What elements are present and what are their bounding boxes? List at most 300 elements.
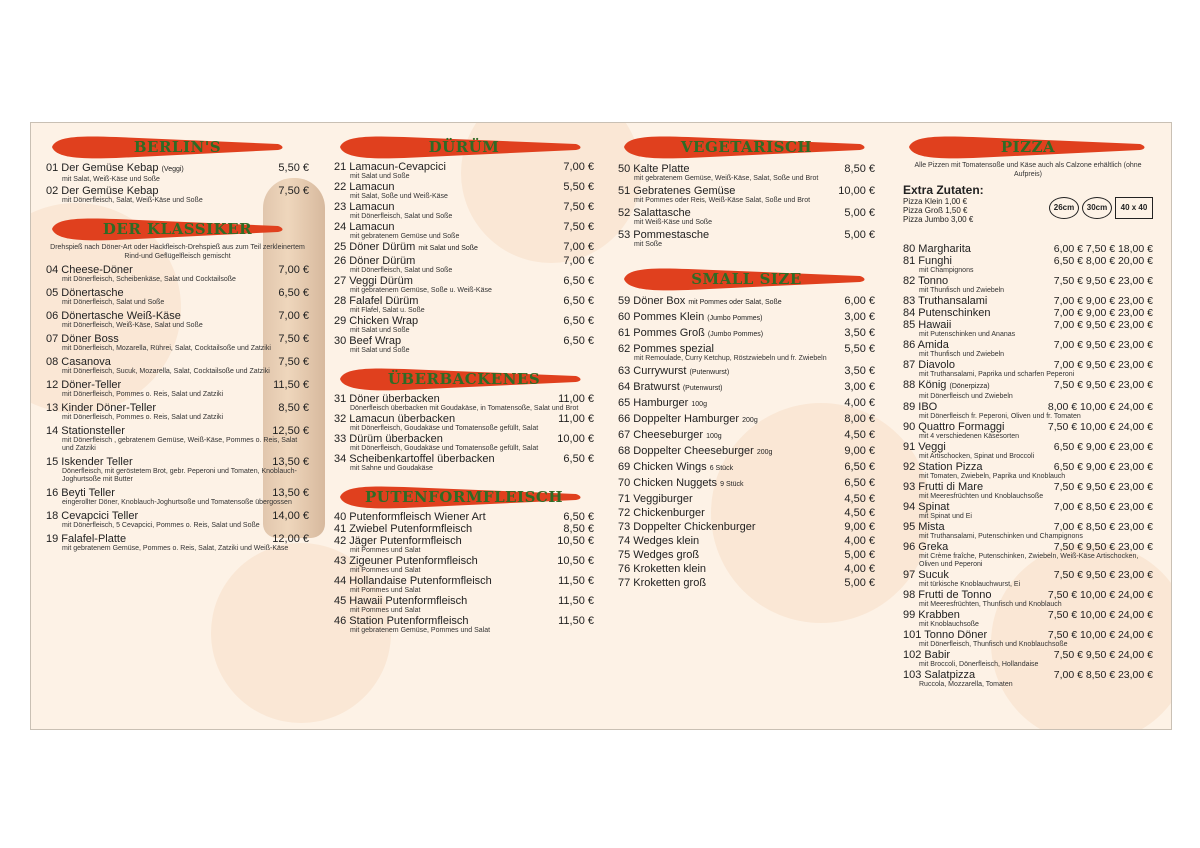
extras-block <box>903 183 1153 243</box>
size-badge: 30cm <box>1082 197 1112 219</box>
item-name: 04 Cheese-Döner <box>46 264 133 276</box>
item-description: Ruccola, Mozzarella, Tomaten <box>919 681 1013 688</box>
item-tag: 100g <box>706 433 722 440</box>
item-name: 103 Salatpizza <box>903 669 976 681</box>
item-tag: 100g <box>691 401 707 408</box>
section-banner <box>46 133 309 161</box>
item-price: 7,00 € 9,50 € 23,00 € <box>1053 339 1153 351</box>
menu-item <box>46 487 309 507</box>
menu-item <box>903 541 1153 569</box>
menu-item <box>334 511 594 523</box>
item-name: 15 Iskender Teller <box>46 456 133 468</box>
item-price: 7,50 € <box>278 356 309 368</box>
item-name: 84 Putenschinken <box>903 307 991 319</box>
item-description: mit gebratenem Gemüse und Soße <box>350 233 460 240</box>
menu-item <box>334 181 594 201</box>
item-description: mit Dönerfleisch, Goudakäse und Tomatensoße gefüllt, Salat <box>350 445 539 452</box>
menu-item <box>903 569 1153 589</box>
item-price: 6,50 € <box>844 477 875 489</box>
item-price: 7,50 € 9,50 € 23,00 € <box>1053 541 1153 553</box>
item-description: mit Dönerfleisch, Sucuk, Mozarella, Salat, Cocktailsoße und Zatziki <box>62 368 270 375</box>
item-price: 6,50 € <box>563 511 594 523</box>
menu-item <box>618 295 875 309</box>
menu-item <box>46 533 309 553</box>
item-tag: 200g <box>742 417 758 424</box>
item-price: 7,00 € <box>278 264 309 276</box>
item-price: 10,50 € <box>557 555 594 567</box>
item-description: mit Thunfisch und Zwiebeln <box>919 287 1005 294</box>
section-subtitle: Drehspieß nach Döner-Art oder Hackfleisch-Drehspieß aus zum Teil zerkleinertem Rind-und Geflügelfleisch gemischt <box>50 244 305 260</box>
item-price: 5,00 € <box>844 229 875 241</box>
item-description: mit Knoblauchsoße <box>919 621 979 628</box>
menu-item <box>46 456 309 484</box>
item-price: 8,00 € 10,00 € 24,00 € <box>1047 401 1153 413</box>
item-name: 24 Lamacun <box>334 221 395 233</box>
menu-item <box>903 421 1153 441</box>
item-description: mit Dönerfleisch, Pommes o. Reis, Salat und Zatziki <box>62 391 224 398</box>
item-price: 7,00 € 8,50 € 23,00 € <box>1053 521 1153 533</box>
item-name: 27 Veggi Dürüm <box>334 275 413 287</box>
section-banner <box>334 133 594 161</box>
item-description: mit Broccoli, Dönerfleisch, Hollandaise <box>919 661 1039 668</box>
item-price: 4,50 € <box>844 429 875 441</box>
item-price: 14,00 € <box>272 510 309 522</box>
item-description: mit Pommes oder Reis, Weiß-Käse Salat, Soße und Brot <box>634 197 811 204</box>
item-price: 6,00 € 7,50 € 18,00 € <box>1053 243 1153 255</box>
item-description: mit Crème fraîche, Putenschinken, Zwiebeln, Weiß-Käse Artischocken, Oliven und Peperoni <box>919 553 1139 568</box>
item-description: mit Dönerfleisch, Salat und Soße <box>350 267 453 274</box>
menu-item <box>903 521 1153 541</box>
item-price: 11,00 € <box>558 393 594 405</box>
item-name: 43 Zigeuner Putenformfleisch <box>334 555 478 567</box>
item-description: mit Flafel, Salat u. Soße <box>350 307 425 314</box>
menu-item <box>46 333 309 353</box>
item-tag: (Putenwurst) <box>682 385 723 392</box>
item-price: 7,00 € 9,50 € 23,00 € <box>1053 319 1153 331</box>
item-description: mit Truthansalami, Putenschinken und Champignons <box>919 533 1083 540</box>
menu-item <box>618 343 875 363</box>
item-description: mit Meeresfrüchten und Knoblauchsoße <box>919 493 1044 500</box>
menu-item <box>334 413 594 433</box>
menu-item <box>334 201 594 221</box>
item-price: 5,00 € <box>844 577 875 589</box>
menu-item <box>618 229 875 249</box>
item-description: mit türkische Knoblauchwurst, Ei <box>919 581 1021 588</box>
item-name: 33 Dürüm überbacken <box>334 433 443 445</box>
item-name: 52 Salattasche <box>618 207 691 219</box>
item-name: 14 Stationsteller <box>46 425 125 437</box>
item-price: 7,50 € 9,50 € 24,00 € <box>1053 649 1153 661</box>
item-name: 76 Kroketten klein <box>618 563 707 575</box>
section-banner <box>334 483 594 511</box>
menu-item <box>618 493 875 505</box>
item-name: 13 Kinder Döner-Teller <box>46 402 157 414</box>
menu-item <box>903 649 1153 669</box>
section-banner <box>903 133 1153 161</box>
item-name: 94 Spinat <box>903 501 950 513</box>
item-price: 6,50 € <box>563 453 594 465</box>
item-price: 11,00 € <box>558 413 594 425</box>
item-description: mit Tomaten, Zwiebeln, Paprika und Knoblauch <box>919 473 1066 480</box>
menu-item <box>334 575 594 595</box>
menu-item <box>46 310 309 330</box>
item-tag: (Jumbo Pommes) <box>707 331 764 338</box>
item-description: mit Pommes und Salat <box>350 607 421 614</box>
item-price: 7,50 € 9,50 € 23,00 € <box>1053 379 1153 391</box>
item-description: mit Dönerfleisch, Scheibenkäse, Salat und Cocktailsoße <box>62 276 236 283</box>
item-price: 6,50 € <box>563 335 594 347</box>
menu-item <box>618 429 875 443</box>
item-description: mit Spinat und Ei <box>919 513 972 520</box>
item-name: 92 Station Pizza <box>903 461 983 473</box>
item-description: mit Dönerfleisch und Zwiebeln <box>919 393 1013 400</box>
item-name: 102 Babir <box>903 649 951 661</box>
item-name: 91 Veggi <box>903 441 946 453</box>
item-price: 7,50 € 10,00 € 24,00 € <box>1047 589 1153 601</box>
section-title: DER KLASSIKER <box>102 220 253 238</box>
menu-sheet <box>30 122 1172 730</box>
item-description: mit Pommes und Salat <box>350 547 421 554</box>
item-name: 18 Cevapcici Teller <box>46 510 139 522</box>
item-price: 4,00 € <box>844 563 875 575</box>
menu-item <box>46 379 309 399</box>
extra-line: Pizza Groß 1,50 € <box>903 206 968 215</box>
item-price: 10,00 € <box>557 433 594 445</box>
item-description: mit Pommes und Salat <box>350 567 421 574</box>
item-name: 29 Chicken Wrap <box>334 315 419 327</box>
item-description: mit Dönerfleisch fr. Peperoni, Oliven und fr. Tomaten <box>919 413 1081 420</box>
item-price: 5,00 € <box>844 207 875 219</box>
item-description: mit Sahne und Goudakäse <box>350 465 433 472</box>
item-name: 06 Dönertasche Weiß-Käse <box>46 310 181 322</box>
item-name: 98 Frutti de Tonno <box>903 589 992 601</box>
menu-item <box>334 275 594 295</box>
item-price: 5,00 € <box>844 549 875 561</box>
item-price: 9,00 € <box>844 521 875 533</box>
menu-item <box>903 481 1153 501</box>
menu-item <box>46 287 309 307</box>
item-name: 93 Frutti di Mare <box>903 481 984 493</box>
item-name: 25 Döner Dürüm mit Salat und Soße <box>334 241 478 253</box>
item-name: 71 Veggiburger <box>618 493 693 505</box>
item-name: 02 Der Gemüse Kebap <box>46 185 159 197</box>
item-description: mit gebratenem Gemüse, Weiß-Käse, Salat, Soße und Brot <box>634 175 819 182</box>
item-description: mit Dönerfleisch, Thunfisch und Knoblauchsoße <box>919 641 1068 648</box>
menu-item <box>46 264 309 284</box>
item-name: 30 Beef Wrap <box>334 335 402 347</box>
section-title: ÜBERBACKENES <box>387 370 541 388</box>
item-price: 6,50 € <box>563 295 594 307</box>
menu-item <box>903 255 1153 275</box>
item-name: 41 Zwiebel Putenformfleisch <box>334 523 473 535</box>
menu-item <box>334 335 594 355</box>
item-name: 77 Kroketten groß <box>618 577 707 589</box>
item-tag: 200g <box>756 449 773 456</box>
item-tag: (Dönerpizza) <box>949 383 990 390</box>
item-tag: mit Pommes oder Salat, Soße <box>688 299 782 306</box>
item-name: 68 Doppelter Cheeseburger 200g <box>618 445 773 457</box>
item-name: 81 Funghi <box>903 255 952 267</box>
item-description: mit Dönerfleisch, Salat und Soße <box>350 213 453 220</box>
item-tag: 6 Stück <box>709 465 734 472</box>
menu-item <box>903 295 1153 307</box>
item-price: 11,50 € <box>558 615 594 627</box>
item-price: 5,50 € <box>563 181 594 193</box>
item-name: 42 Jäger Putenformfleisch <box>334 535 462 547</box>
item-name: 60 Pommes Klein (Jumbo Pommes) <box>618 311 763 323</box>
extra-line: Pizza Klein 1,00 € <box>903 197 968 206</box>
item-name: 87 Diavolo <box>903 359 955 371</box>
item-price: 4,00 € <box>844 397 875 409</box>
item-price: 6,50 € <box>844 461 875 473</box>
menu-item <box>903 379 1153 401</box>
item-name: 16 Beyti Teller <box>46 487 115 499</box>
item-price: 7,50 € 10,00 € 24,00 € <box>1047 629 1153 641</box>
item-name: 44 Hollandaise Putenformfleisch <box>334 575 492 587</box>
column-4 <box>903 123 1153 689</box>
item-description: mit gebratenem Gemüse, Pommes und Salat <box>350 627 491 634</box>
menu-item <box>334 615 594 635</box>
item-price: 6,50 € <box>563 315 594 327</box>
item-price: 9,00 € <box>844 445 875 457</box>
item-name: 32 Lamacun überbacken <box>334 413 456 425</box>
item-name: 40 Putenformfleisch Wiener Art <box>334 511 486 523</box>
menu-item <box>618 207 875 227</box>
item-price: 7,50 € 9,50 € 23,00 € <box>1053 481 1153 493</box>
item-price: 3,00 € <box>844 381 875 393</box>
item-name: 72 Chickenburger <box>618 507 705 519</box>
menu-item <box>903 589 1153 609</box>
column-3 <box>618 123 875 589</box>
item-name: 01 Der Gemüse Kebap (Veggi) <box>46 162 184 174</box>
menu-item <box>46 510 309 530</box>
section-banner <box>618 133 875 161</box>
pizza-list <box>903 243 1153 689</box>
item-name: 08 Casanova <box>46 356 111 368</box>
item-tag: (Jumbo Pommes) <box>707 315 763 322</box>
menu-item <box>46 356 309 376</box>
menu-item <box>334 315 594 335</box>
menu-item <box>618 185 875 205</box>
item-tag: (Putenwurst) <box>689 369 730 376</box>
item-price: 7,00 € <box>563 161 594 173</box>
item-price: 6,50 € <box>278 287 309 299</box>
item-tag: (Veggi) <box>161 166 184 173</box>
item-price: 7,50 € <box>563 221 594 233</box>
item-price: 12,00 € <box>272 533 309 545</box>
menu-item <box>618 577 875 589</box>
menu-item <box>334 221 594 241</box>
menu-item <box>903 359 1153 379</box>
item-name: 66 Doppelter Hamburger 200g <box>618 413 758 425</box>
item-price: 7,00 € 9,50 € 23,00 € <box>1053 359 1153 371</box>
item-tag: mit Salat und Soße <box>418 245 478 252</box>
item-description: mit Salat und Soße <box>350 173 410 180</box>
item-name: 90 Quattro Formaggi <box>903 421 1005 433</box>
section-title: VEGETARISCH <box>680 138 813 156</box>
item-name: 31 Döner überbacken <box>334 393 440 405</box>
menu-item <box>903 319 1153 339</box>
item-price: 11,50 € <box>558 575 594 587</box>
menu-item <box>903 629 1153 649</box>
item-description: mit Meeresfrüchten, Thunfisch und Knoblauch <box>919 601 1062 608</box>
item-description: Dönerfleisch überbacken mit Goudakäse, in Tomatensoße, Salat und Brot <box>350 405 579 412</box>
menu-item <box>618 381 875 395</box>
item-name: 70 Chicken Nuggets 9 Stück <box>618 477 744 489</box>
item-price: 10,50 € <box>557 535 594 547</box>
column-2 <box>334 123 594 635</box>
size-badge: 40 x 40 <box>1115 197 1153 219</box>
item-price: 7,00 € 8,50 € 23,00 € <box>1053 669 1153 681</box>
menu-item <box>618 365 875 379</box>
menu-item <box>903 669 1153 689</box>
menu-item <box>618 413 875 427</box>
menu-item <box>334 161 594 181</box>
item-price: 11,50 € <box>558 595 594 607</box>
section-title: PIZZA <box>1000 138 1056 156</box>
item-price: 7,00 € <box>278 310 309 322</box>
item-price: 5,50 € <box>844 343 875 355</box>
item-name: 82 Tonno <box>903 275 949 287</box>
menu-item <box>46 185 309 205</box>
item-description: eingerollter Döner, Knoblauch-Joghurtsoße und Tomatensoße übergossen <box>62 499 292 506</box>
item-name: 50 Kalte Platte <box>618 163 690 175</box>
item-description: mit Putenschinken und Ananas <box>919 331 1016 338</box>
item-price: 8,00 € <box>844 413 875 425</box>
menu-item <box>618 477 875 491</box>
item-name: 86 Amida <box>903 339 949 351</box>
item-name: 07 Döner Boss <box>46 333 119 345</box>
menu-item <box>334 433 594 453</box>
menu-item <box>618 163 875 183</box>
item-description: mit gebratenem Gemüse, Pommes o. Reis, Salat, Zatziki und Weiß-Käse <box>62 545 289 552</box>
item-price: 13,50 € <box>272 487 309 499</box>
menu-item <box>903 461 1153 481</box>
item-description: mit Dönerfleisch, Mozarella, Rührei, Salat, Cocktailsoße und Zatziki <box>62 345 271 352</box>
item-price: 8,50 € <box>278 402 309 414</box>
column-1 <box>46 123 309 553</box>
menu-item <box>334 535 594 555</box>
item-description: mit Dönerfleisch, Pommes o. Reis, Salat und Zatziki <box>62 414 224 421</box>
menu-item <box>334 241 594 255</box>
menu-item <box>903 339 1153 359</box>
item-price: 7,00 € 9,00 € 23,00 € <box>1053 295 1153 307</box>
menu-item <box>334 295 594 315</box>
item-price: 7,50 € 9,50 € 23,00 € <box>1053 275 1153 287</box>
section-title: SMALL SIZE <box>691 270 802 288</box>
section-title: BERLIN'S <box>133 138 222 156</box>
item-description: mit Salat, Weiß-Käse und Soße <box>62 176 160 183</box>
section-banner <box>334 365 594 393</box>
item-price: 13,50 € <box>272 456 309 468</box>
section-title: DÜRÜM <box>428 138 500 156</box>
item-description: mit Dönerfleisch, Salat, Weiß-Käse und Soße <box>62 197 203 204</box>
menu-item <box>334 453 594 473</box>
item-name: 95 Mista <box>903 521 945 533</box>
item-description: mit Dönerfleisch, Goudakäse und Tomatensoße gefüllt, Salat <box>350 425 539 432</box>
menu-item <box>618 563 875 575</box>
item-name: 51 Gebratenes Gemüse <box>618 185 736 197</box>
item-price: 3,50 € <box>844 365 875 377</box>
item-name: 46 Station Putenformfleisch <box>334 615 469 627</box>
item-name: 65 Hamburger 100g <box>618 397 707 409</box>
item-price: 10,00 € <box>838 185 875 197</box>
item-name: 63 Currywurst (Putenwurst) <box>618 365 730 377</box>
menu-item <box>334 255 594 275</box>
item-name: 74 Wedges klein <box>618 535 700 547</box>
menu-item <box>334 393 594 413</box>
item-name: 34 Scheibenkartoffel überbacken <box>334 453 495 465</box>
item-name: 12 Döner-Teller <box>46 379 122 391</box>
item-price: 3,00 € <box>844 311 875 323</box>
item-price: 7,00 € 9,00 € 23,00 € <box>1053 307 1153 319</box>
section-title: PUTENFORMFLEISCH <box>364 488 564 506</box>
item-price: 11,50 € <box>273 379 309 391</box>
item-description: mit Thunfisch und Zwiebeln <box>919 351 1005 358</box>
menu-item <box>903 243 1153 255</box>
menu-item <box>334 523 594 535</box>
item-price: 4,50 € <box>844 507 875 519</box>
item-name: 59 Döner Box mit Pommes oder Salat, Soße <box>618 295 782 307</box>
menu-item <box>903 501 1153 521</box>
item-price: 6,50 € 8,00 € 20,00 € <box>1053 255 1153 267</box>
item-price: 7,50 € <box>563 201 594 213</box>
item-price: 7,50 € 10,00 € 24,00 € <box>1047 421 1153 433</box>
item-price: 3,50 € <box>844 327 875 339</box>
item-description: mit gebratenem Gemüse, Soße u. Weiß-Käse <box>350 287 492 294</box>
item-description: mit Remoulade, Curry Ketchup, Röstzwiebeln und fr. Zwiebeln <box>634 355 827 362</box>
section-banner <box>618 265 875 293</box>
item-description: mit Salat und Soße <box>350 327 410 334</box>
item-name: 99 Krabben <box>903 609 960 621</box>
item-price: 7,00 € <box>563 255 594 267</box>
size-badges <box>1046 197 1153 219</box>
item-name: 28 Falafel Dürüm <box>334 295 419 307</box>
item-description: mit Dönerfleisch , gebratenem Gemüse, Weiß-Käse, Pommes o. Reis, Salat und Zatziki <box>62 437 298 452</box>
item-description: mit Artischocken, Spinat und Broccoli <box>919 453 1035 460</box>
menu-item <box>618 327 875 341</box>
item-price: 5,50 € <box>278 162 309 174</box>
item-name: 97 Sucuk <box>903 569 949 581</box>
item-price: 6,50 € 9,00 € 23,00 € <box>1053 461 1153 473</box>
item-description: mit Truthansalami, Paprika und scharfen Peperoni <box>919 371 1075 378</box>
item-name: 19 Falafel-Platte <box>46 533 127 545</box>
item-name: 45 Hawaii Putenformfleisch <box>334 595 468 607</box>
menu-item <box>903 441 1153 461</box>
item-name: 83 Truthansalami <box>903 295 988 307</box>
menu-item <box>46 425 309 453</box>
item-price: 6,50 € <box>563 275 594 287</box>
menu-item <box>46 402 309 422</box>
item-name: 61 Pommes Groß (Jumbo Pommes) <box>618 327 764 339</box>
item-name: 05 Dönertasche <box>46 287 124 299</box>
item-name: 69 Chicken Wings 6 Stück <box>618 461 734 473</box>
item-description: mit Dönerfleisch, Weiß-Käse, Salat und Soße <box>62 322 203 329</box>
menu-item <box>903 401 1153 421</box>
item-name: 67 Cheeseburger 100g <box>618 429 722 441</box>
item-description: mit Dönerfleisch, Salat und Soße <box>62 299 165 306</box>
item-name: 22 Lamacun <box>334 181 395 193</box>
item-name: 101 Tonno Döner <box>903 629 988 641</box>
menu-item <box>618 521 875 533</box>
menu-item <box>334 555 594 575</box>
item-description: mit Weiß-Käse und Soße <box>634 219 713 226</box>
item-price: 4,00 € <box>844 535 875 547</box>
item-name: 21 Lamacun-Cevapcici <box>334 161 446 173</box>
item-price: 7,00 € 8,50 € 23,00 € <box>1053 501 1153 513</box>
item-price: 12,50 € <box>272 425 309 437</box>
size-badge: 26cm <box>1049 197 1079 219</box>
